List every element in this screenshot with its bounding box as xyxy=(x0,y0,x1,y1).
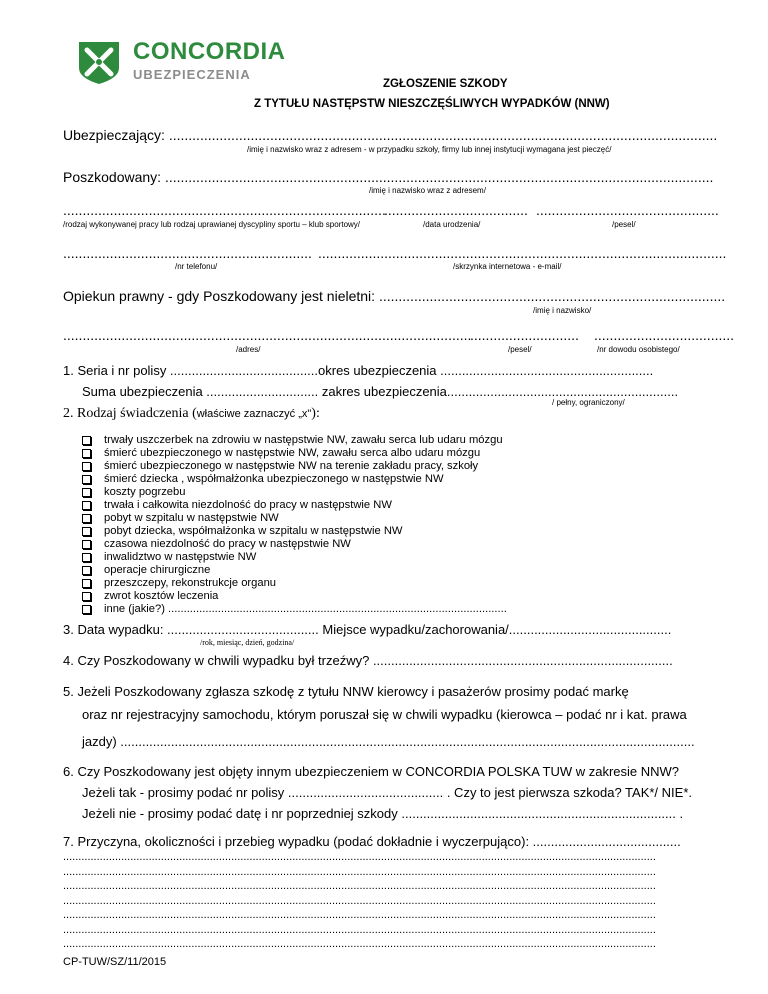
benefit-option[interactable]: zwrot kosztów leczenia xyxy=(82,590,542,603)
benefit-option[interactable]: trwały uszczerbek na zdrowiu w następstwie NW, zawału serca lub udaru mózgu xyxy=(82,434,542,447)
occupation-hint: /rodzaj wykonywanej pracy lub rodzaj uprawianej dyscypliny sportu – klub sportowy/ xyxy=(63,220,361,229)
other-insurance-question: 6. Czy Poszkodowany jest objęty innym ubezpieczeniem w CONCORDIA POLSKA TUW w zakresie NNW? xyxy=(63,764,680,779)
vehicle-question: 5. Jeżeli Poszkodowany zgłasza szkodę z tytułu NNW kierowcy i pasażerów prosimy podać markę xyxy=(63,684,629,699)
benefit-option[interactable]: pobyt w szpitalu w następstwie NW xyxy=(82,512,542,525)
benefit-option[interactable]: trwała i całkowita niezdolność do pracy w następstwie NW xyxy=(82,499,542,512)
benefit-option-other[interactable]: inne (jakie?) ............................................................................................................. xyxy=(82,603,542,616)
guardian-id-field[interactable]: .................................... xyxy=(594,327,735,343)
other-policy-field[interactable]: Jeżeli tak - prosimy podać nr polisy ........................................... . Czy to jest pierwsza szkoda? TAK*/ NIE*. xyxy=(82,785,692,800)
benefit-option[interactable]: koszty pogrzebu xyxy=(82,486,542,499)
previous-claim-field[interactable]: Jeżeli nie - prosimy podać datę i nr poprzedniej szkody ............................................................................ . xyxy=(82,806,684,821)
email-hint: /skrzynka internetowa - e-mail/ xyxy=(453,262,562,271)
vehicle-question-cont: oraz nr rejestracyjny samochodu, którym poruszał się w chwili wypadku (kierowca – podać nr i kat. prawa xyxy=(82,707,687,722)
checkbox-icon[interactable] xyxy=(82,488,91,497)
description-line[interactable]: .................................................................................................................................................................................................. xyxy=(63,865,656,878)
scope-hint: / pełny, ograniczony/ xyxy=(552,398,625,407)
benefit-option[interactable]: śmierć ubezpieczonego w następstwie NW na terenie zakładu pracy, szkoły xyxy=(82,460,542,473)
injured-hint: /imię i nazwisko wraz z adresem/ xyxy=(369,186,486,195)
accident-date-field[interactable]: 3. Data wypadku: .......................................... Miejsce wypadku/zachorowania/............................................. xyxy=(63,622,672,637)
phone-hint: /nr telefonu/ xyxy=(175,262,218,271)
brand-subtitle: UBEZPIECZENIA xyxy=(133,67,251,82)
benefit-checklist xyxy=(82,434,542,616)
checkbox-icon[interactable] xyxy=(82,566,91,575)
checkbox-icon[interactable] xyxy=(82,501,91,510)
checkbox-icon[interactable] xyxy=(82,527,91,536)
guardian-address-field[interactable]: ......................................................................................................... xyxy=(63,327,472,343)
form-subtitle: Z TYTUŁU NASTĘPSTW NIESZCZĘŚLIWYCH WYPADKÓW (NNW) xyxy=(254,98,610,110)
guardian-field[interactable]: Opiekun prawny - gdy Poszkodowany jest nieletni: ......................................................................................... xyxy=(63,288,726,304)
form-title: ZGŁOSZENIE SZKODY xyxy=(383,78,508,90)
benefit-option[interactable]: pobyt dziecka, współmałżonka w szpitalu w następstwie NW xyxy=(82,525,542,538)
benefit-option[interactable]: śmierć dziecka , współmałżonka ubezpieczonego w następstwie NW xyxy=(82,473,542,486)
benefit-option[interactable]: czasowa niezdolność do pracy w następstwie NW xyxy=(82,538,542,551)
birth-date-hint: /data urodzenia/ xyxy=(423,220,481,229)
benefit-option[interactable]: śmierć ubezpieczonego w następstwie NW, zawału serca albo udaru mózgu xyxy=(82,447,542,460)
sum-insured-field[interactable]: Suma ubezpieczenia ............................... zakres ubezpieczenia................................................................ xyxy=(82,384,679,399)
guardian-id-hint: /nr dowodu osobistego/ xyxy=(597,345,680,354)
checkbox-icon[interactable] xyxy=(82,553,91,562)
description-line[interactable]: .................................................................................................................................................................................................. xyxy=(63,894,656,907)
benefit-option[interactable]: przeszczepy, rekonstrukcje organu xyxy=(82,577,542,590)
injured-field[interactable]: Poszkodowany: ............................................................................................................................................. xyxy=(63,169,714,185)
benefit-type-suffix: ): xyxy=(311,406,320,421)
description-line[interactable]: .................................................................................................................................................................................................. xyxy=(63,923,656,936)
driving-license-field[interactable]: jazdy) ............................................................................................................................................................... xyxy=(82,734,695,749)
form-code: CP-TUW/SZ/11/2015 xyxy=(63,956,167,968)
benefit-type-note: właściwe zaznaczyć „x" xyxy=(196,408,312,420)
benefit-option[interactable]: operacje chirurgiczne xyxy=(82,564,542,577)
guardian-address-hint: /adres/ xyxy=(236,345,261,354)
policy-number-field[interactable]: 1. Seria i nr polisy .........................................okres ubezpieczenia ........................................................... xyxy=(63,363,654,378)
benefit-option[interactable]: inwalidztwo w następstwie NW xyxy=(82,551,542,564)
accident-description-label: 7. Przyczyna, okoliczności i przebieg wypadku (podać dokładnie i wyczerpująco): ......................................... xyxy=(63,834,681,849)
checkbox-icon[interactable] xyxy=(82,514,91,523)
insurer-field[interactable]: Ubezpieczający: ............................................................................................................................................. xyxy=(63,127,718,143)
accident-date-hint: /rok, miesiąc, dzień, godzina/ xyxy=(200,638,295,647)
accident-description-lines[interactable] xyxy=(63,850,713,952)
checkbox-icon[interactable] xyxy=(82,540,91,549)
concordia-logo-mark xyxy=(75,38,123,86)
phone-field[interactable]: ................................................................ xyxy=(63,245,312,261)
description-line[interactable]: .................................................................................................................................................................................................. xyxy=(63,938,656,950)
brand-name: CONCORDIA xyxy=(133,38,286,65)
occupation-field[interactable]: ................................................................................... xyxy=(63,202,386,218)
description-line[interactable]: .................................................................................................................................................................................................. xyxy=(63,909,656,921)
checkbox-icon[interactable] xyxy=(82,605,91,614)
checkbox-icon[interactable] xyxy=(82,475,91,484)
sobriety-field[interactable]: 4. Czy Poszkodowany w chwili wypadku był trzeźwy? ................................................................................... xyxy=(63,653,673,668)
checkbox-icon[interactable] xyxy=(82,462,91,471)
birth-date-field[interactable]: ..................................... xyxy=(384,202,528,218)
pesel-hint: /pesel/ xyxy=(612,220,636,229)
insurer-hint: /imię i nazwisko wraz z adresem - w przypadku szkoły, firmy lub innej instytucji wymagana jest pieczęć/ xyxy=(247,145,612,154)
email-field[interactable]: ......................................................................................................... xyxy=(318,245,727,261)
description-line[interactable]: .................................................................................................................................................................................................. xyxy=(63,880,656,892)
benefit-type-heading xyxy=(63,405,320,422)
checkbox-icon[interactable] xyxy=(82,592,91,601)
guardian-pesel-hint: /pesel/ xyxy=(508,345,532,354)
guardian-pesel-field[interactable]: ............................ xyxy=(470,327,579,343)
checkbox-icon[interactable] xyxy=(82,449,91,458)
checkbox-icon[interactable] xyxy=(82,579,91,588)
pesel-field[interactable]: ............................................... xyxy=(536,202,719,218)
description-line[interactable]: .................................................................................................................................................................................................. xyxy=(63,851,656,863)
guardian-name-hint: /imię i nazwisko/ xyxy=(533,306,592,315)
benefit-type-prefix: 2. Rodzaj świadczenia ( xyxy=(63,406,197,421)
checkbox-icon[interactable] xyxy=(82,436,91,445)
